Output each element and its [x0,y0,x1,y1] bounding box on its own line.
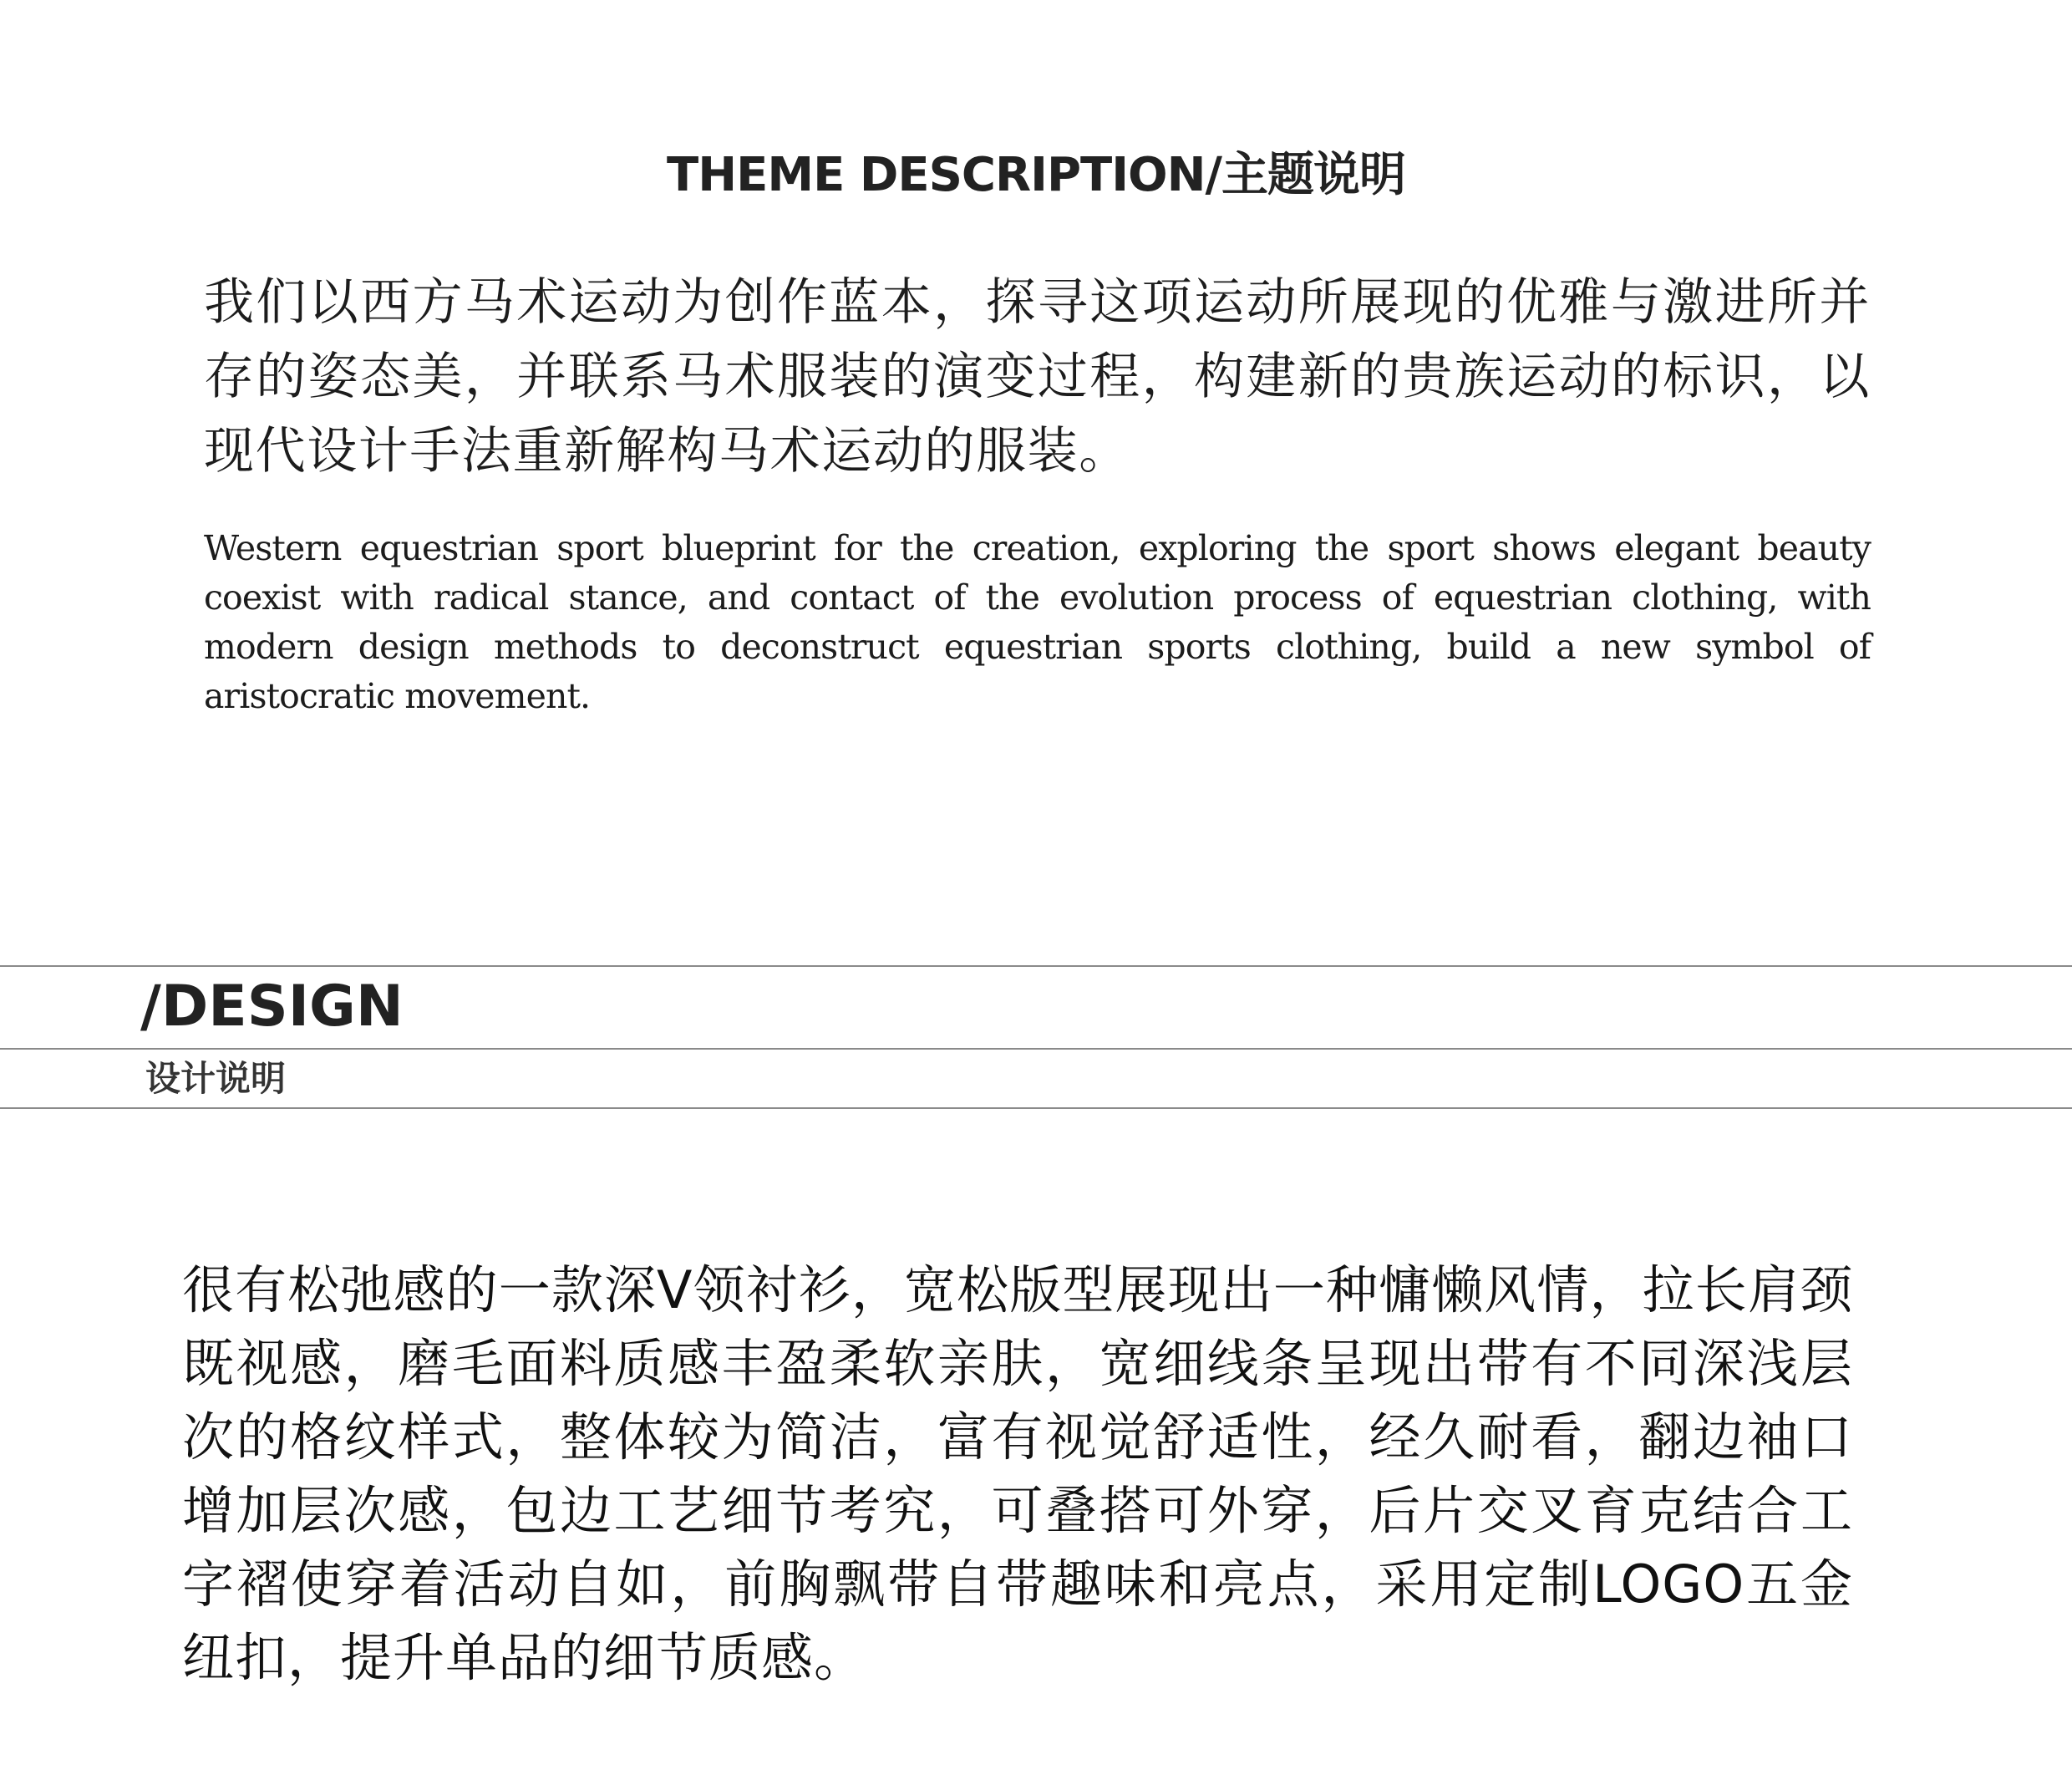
design-description: 很有松弛感的一款深V领衬衫，宽松版型展现出一种慵懒风情，拉长肩颈既视感，磨毛面料质感丰盈柔软亲肤，宽细线条呈现出带有不同深浅层次的格纹样式，整体较为简洁，富有视觉舒适性，经久耐看，翻边袖口增加层次感，包边工艺细节考究，可叠搭可外穿，后片交叉育克结合工字褶使穿着活动自如，前胸飘带自带趣味和亮点，采用定制LOGO五金纽扣，提升单品的细节质感。 [182,1259,1853,1688]
design-section-title: /DESIGN [140,974,404,1040]
theme-description-english: Western equestrian sport blueprint for the creation, exploring the sport shows elegant beauty coexist with radical stance, and contact of the evolution process of equestrian clothing, with modern design methods to deconstruct equestrian sports clothing, build a new symbol of aristocratic movement. [204,528,1871,716]
divider-middle [0,1048,2072,1050]
theme-title: THEME DESCRIPTION/主题说明 [667,148,1405,202]
design-section-subtitle: 设计说明 [145,1058,287,1099]
divider-top [0,965,2072,967]
theme-description-chinese: 我们以西方马术运动为创作蓝本，探寻这项运动所展现的优雅与激进所并存的姿态美，并联系马术服装的演变过程，构建新的贵族运动的标识，以现代设计手法重新解构马术运动的服装。 [204,273,1871,481]
divider-bottom [0,1107,2072,1109]
